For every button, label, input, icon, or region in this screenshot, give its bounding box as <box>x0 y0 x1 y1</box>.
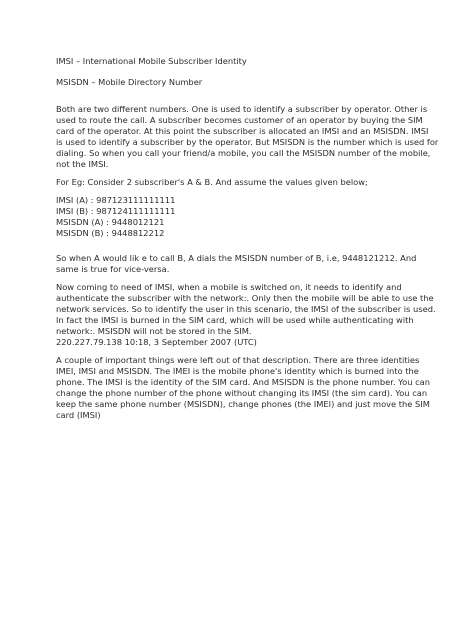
paragraph-line: change the phone number of the phone without changing its IMSI (the sim card). You can <box>56 388 428 398</box>
paragraph-line: is used to identify a subscriber by the operator. But MSISDN is the number which is used for <box>56 137 439 147</box>
signature-timestamp: 220.227.79.138 10:18, 3 September 2007 (UTC) <box>56 337 257 347</box>
paragraph-line: phone. The IMSI is the identity of the SIM card. And MSISDN is the phone number. You can <box>56 377 430 387</box>
paragraph-line: In fact the IMSI is burned in the SIM card, which will be used while authenticating with <box>56 315 414 325</box>
imsi-definition: IMSI – International Mobile Subscriber Identity <box>56 56 247 66</box>
paragraph-line: not the IMSI. <box>56 159 109 169</box>
imsi-a-value: IMSI (A) : 987123111111111 <box>56 195 176 205</box>
paragraph-line: card (IMSI) <box>56 410 101 420</box>
paragraph-line: Both are two different numbers. One is used to identify a subscriber by operator. Other is <box>56 104 428 114</box>
paragraph-line: A couple of important things were left out of that description. There are three identities <box>56 355 420 365</box>
example-intro: For Eg: Consider 2 subscriber's A & B. And assume the values given below; <box>56 177 368 187</box>
paragraph-line: dialing. So when you call your friend/a mobile, you call the MSISDN number of the mobile, <box>56 148 431 158</box>
msisdn-a-value: MSISDN (A) : 9448012121 <box>56 217 165 227</box>
paragraph-line: Now coming to need of IMSI, when a mobile is switched on, it needs to identify and <box>56 282 402 292</box>
paragraph-line: used to route the call. A subscriber becomes customer of an operator by buying the SIM <box>56 115 423 125</box>
paragraph-line: So when A would lik e to call B, A dials the MSISDN number of B, i.e, 9448121212. And <box>56 253 417 263</box>
paragraph-line: network services. So to identify the user in this scenario, the IMSI of the subscriber is used. <box>56 304 436 314</box>
paragraph-line: network:. MSISDN will not be stored in the SIM. <box>56 326 252 336</box>
imsi-b-value: IMSI (B) : 987124111111111 <box>56 206 176 216</box>
paragraph-line: authenticate the subscriber with the network:. Only then the mobile will be able to use the <box>56 293 434 303</box>
paragraph-line: card of the operator. At this point the subscriber is allocated an IMSI and an MSISDN. IMSI <box>56 126 429 136</box>
paragraph-line: keep the same phone number (MSISDN), change phones (the IMEI) and just move the SIM <box>56 399 430 409</box>
paragraph-line: same is true for vice-versa. <box>56 264 170 274</box>
paragraph-line: IMEI, IMSI and MSISDN. The IMEI is the mobile phone's identity which is burned into the <box>56 366 419 376</box>
msisdn-definition: MSISDN – Mobile Directory Number <box>56 77 203 87</box>
msisdn-b-value: MSISDN (B) : 9448812212 <box>56 228 165 238</box>
